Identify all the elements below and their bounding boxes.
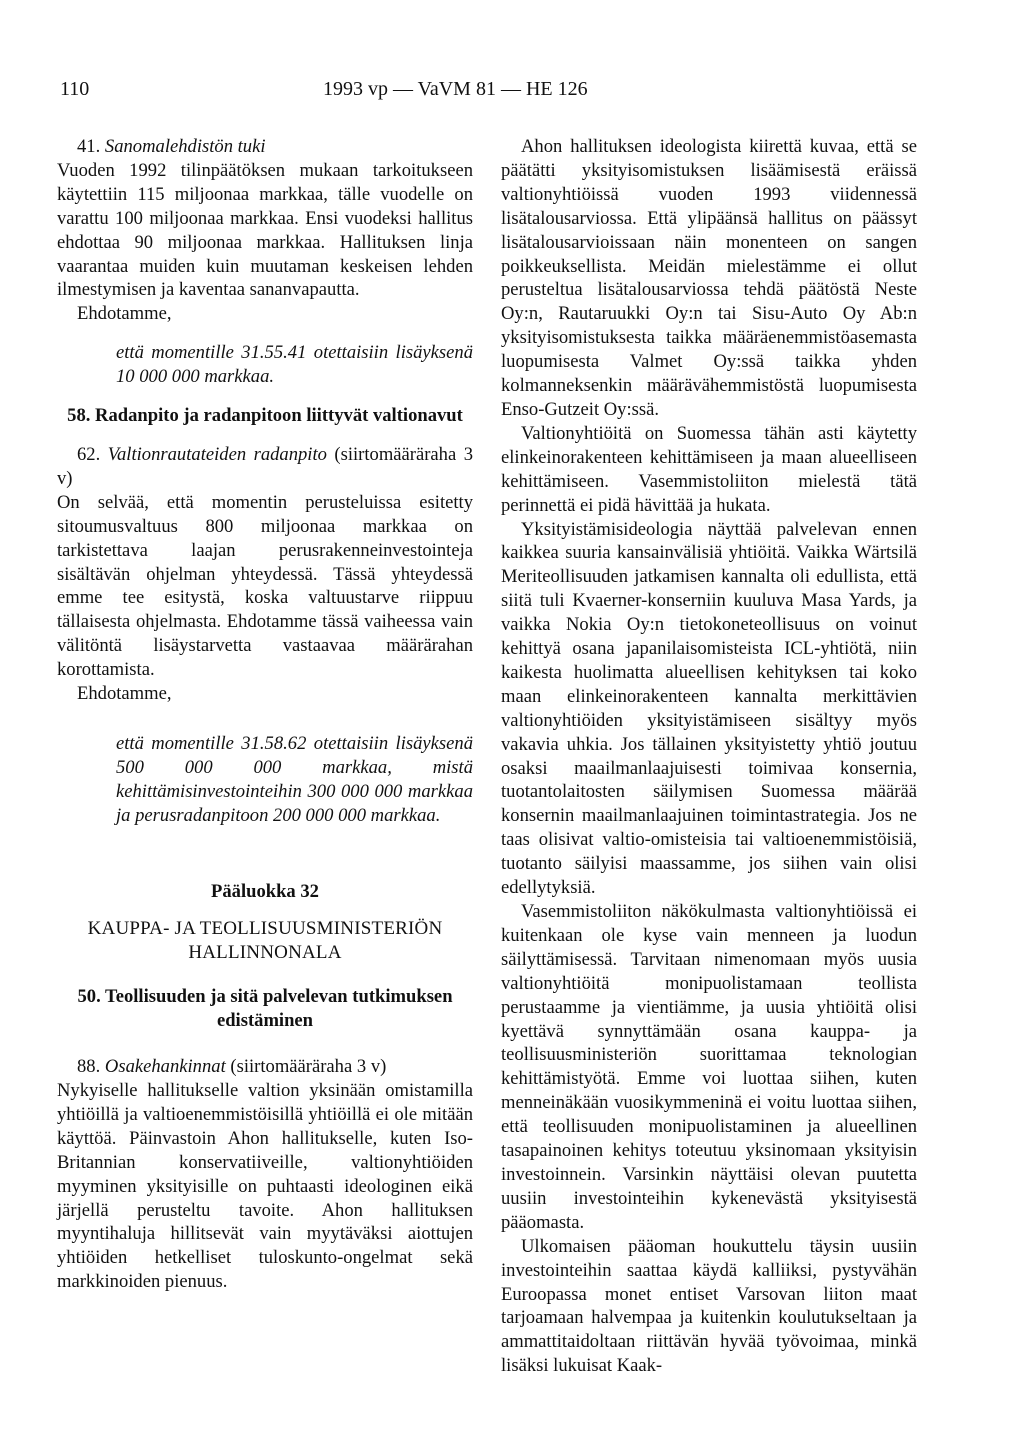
section-88-heading <box>57 1055 473 1079</box>
motion-text: että momentille 31.55.41 otettaisiin lisäyksenä 10 000 000 markkaa. <box>116 342 473 388</box>
section-number: 41. <box>77 136 101 157</box>
paragraph: Ulkomaisen pääoman houkuttelu täysin uusiin investointeihin saattaa käydä kalliiksi, pystyvähän Euroopassa monet entiset Varsovan liiton maat tarjoamaan halvempaa ja kuitenkin koulutukseltaan ja ammattitaidoltaan riittävän hyvää työvoimaa, minkä lisäksi lukuisat Kaak- <box>501 1235 917 1377</box>
paaluokka-heading: Pääluokka 32 <box>211 880 319 902</box>
ehdotamme-label: Ehdotamme, <box>77 683 172 705</box>
section-title: Valtionrautateiden radanpito <box>107 443 327 465</box>
page-header <box>60 78 960 108</box>
paragraph: Valtionyhtiöitä on Suomessa tähän asti käytetty elinkeinorakenteen kehittämiseen ja maan alueelliseen kehittämiseen. Vasemmistoliiton mielestä tätä perinnettä ei pidä hävittää ja hukata. <box>501 422 917 516</box>
section-number: 88. <box>77 1056 101 1078</box>
page-number: 110 <box>60 78 90 100</box>
paragraph: Ahon hallituksen ideologista kiirettä kuvaa, että se päätätti yksityisomistuksen lisäämisestä eräissä valtionyhtiöissä vuoden 1993 viidennessä lisätalousarviossa. Että ylipäänsä hallitus on päässyt lisätalousarvioissaan näin monenteen on sangen poikkeuksellista. Meidän mielestämme ei ollut perusteltua lisätalousarviossa tehdä päätöstä Neste Oy:n, Rautaruukki Oy:n tai Sisu-Auto Oy Ab:n yksityisomistuksesta taikka määräenemmistöasemasta luopumisesta Valmet Oy:ssä taikka yhden kolmanneksenkin määrävähemmistöstä luopumisesta Enso-Gutzeit Oy:ssä. <box>501 136 917 420</box>
section-41-body: Vuoden 1992 tilinpäätöksen mukaan tarkoitukseen käytettiin 115 miljoonaa markkaa, tälle vuodelle on varattu 100 miljoonaa markkaa. Ensi vuodeksi hallitus ehdottaa 90 miljoonaa markkaa. Hallituksen linja vaarantaa muiden kuin muutaman keskeisen lehden ilmestymisen ja kaventaa sananvapautta. <box>57 159 473 301</box>
right-column <box>501 135 917 1378</box>
paragraph: Vasemmistoliiton näkökulmasta valtionyhtiöissä ei kuitenkaan ole kyse vain menneen ja luodun säilyttämisessä. Tarvitaan nimenomaan myös uusia valtionyhtiöitä monipuolistamaan teollista perustaamme ja vientiämme, ja uusia yhtiöitä olisi kyettävä synnyttämään osana kauppa- ja teollisuusministeriön suorittamaa teknologian kehittämistyötä. Emme voi luottaa siihen, kuten menneinäkään vuosikymmeninä ei voitu luottaa siihen, että teollisuuden monipuolistaminen ja alueellinen tasapainoinen kehitys toteutuu yksinomaan yksityisin investoinnein. Varsinkin näyttäisi olevan puutetta uusiin investointeihin kykenevästä yksityisestä pääomasta. <box>501 901 917 1233</box>
section-suffix: (siirtomääräraha 3 v) <box>57 443 473 489</box>
section-62-heading <box>57 443 473 491</box>
ehdotamme-label: Ehdotamme, <box>77 303 172 325</box>
motion-text: että momentille 31.58.62 otettaisiin lisäyksenä 500 000 000 markkaa, mistä kehittämisinvestointeihin 300 000 000 markkaa ja perusradanpitoon 200 000 000 markkaa. <box>116 732 473 826</box>
ministry-heading-line1: KAUPPA- JA TEOLLISUUSMINISTERIÖN <box>87 918 443 940</box>
section-title: Sanomalehdistön tuki <box>104 136 266 157</box>
subheading-58: 58. Radanpito ja radanpitoon liittyvät valtionavut <box>67 405 463 427</box>
section-suffix: (siirtomääräraha 3 v) <box>230 1056 387 1078</box>
running-head: 1993 vp — VaVM 81 — HE 126 <box>323 78 588 100</box>
section-88-body: Nykyiselle hallitukselle valtion yksinään omistamilla yhtiöillä ja valtioenemmistöisillä yhtiöillä ei ole mitään käyttöä. Päinvastoin Ahon hallitukselle, kuten Iso-Britannian konservatiiveille, valtionyhtiöiden myyminen yksityisille on puhtaasti ideologinen eikä järjellä perusteltu tavoite. Ahon hallituksen myyntihaluja hillitsevät vain myytäväksi aiottujen yhtiöiden hetkelliset tuloskunto-ongelmat sekä markkinoiden pienuus. <box>57 1080 473 1293</box>
subheading-50: 50. Teollisuuden ja sitä palvelevan tutkimuksen edistäminen <box>77 986 453 1032</box>
left-column <box>57 135 473 1294</box>
section-number: 62. <box>77 443 101 465</box>
section-41-heading <box>57 135 473 159</box>
paragraph: Yksityistämisideologia näyttää palvelevan ennen kaikkea suuria kansainvälisiä yhtiöitä. Vaikka Wärtsilä Meriteollisuuden jatkamisen kannalta oli edullista, että siitä tuli Kvaerner-konserniin kuuluva Masa Yards, ja vaikka Nokia Oy:n tietokoneteollisuus on voinut kehittyä osana japanilaisomisteista ICL-yhtiötä, niin kaikesta huolimatta alueellisen kehityksen tai koko maan elinkeinorakenteen kannalta merkittävien valtionyhtiöiden yksityistämiseen sisältyy myös vakavia uhkia. Jos tällainen yksityistetty yhtiö joutuu osaksi maailmanlaajuisesti toimivaa konsernia, tuotantolaitosten säilymisen Suomessa määrää konsernin maailmanlaajuinen toimintastrategia. Jos ne taas olisivat valtio-omisteisia tai valtioenemmistöisiä, tuotanto säilyisi maassamme, jos siihen vain olisi edellytyksiä. <box>501 518 917 899</box>
ministry-heading-line2: HALLINNONALA <box>188 942 342 964</box>
section-62-body: On selvää, että momentin perusteluissa esitetty sitoumusvaltuus 800 miljoonaa markkaa on tarkistettava laajan perusrakenneinvestointeja sisältävän ohjelman yhteydessä. Tässä yhteydessä emme tee esitystä, koska valtuustarve riippuu tällaisesta ohjelmasta. Ehdotamme tässä vaiheessa vain välitöntä lisäystarvetta vastaavaa määrärahan korottamista. <box>57 491 473 681</box>
section-title: Osakehankinnat <box>104 1056 226 1078</box>
